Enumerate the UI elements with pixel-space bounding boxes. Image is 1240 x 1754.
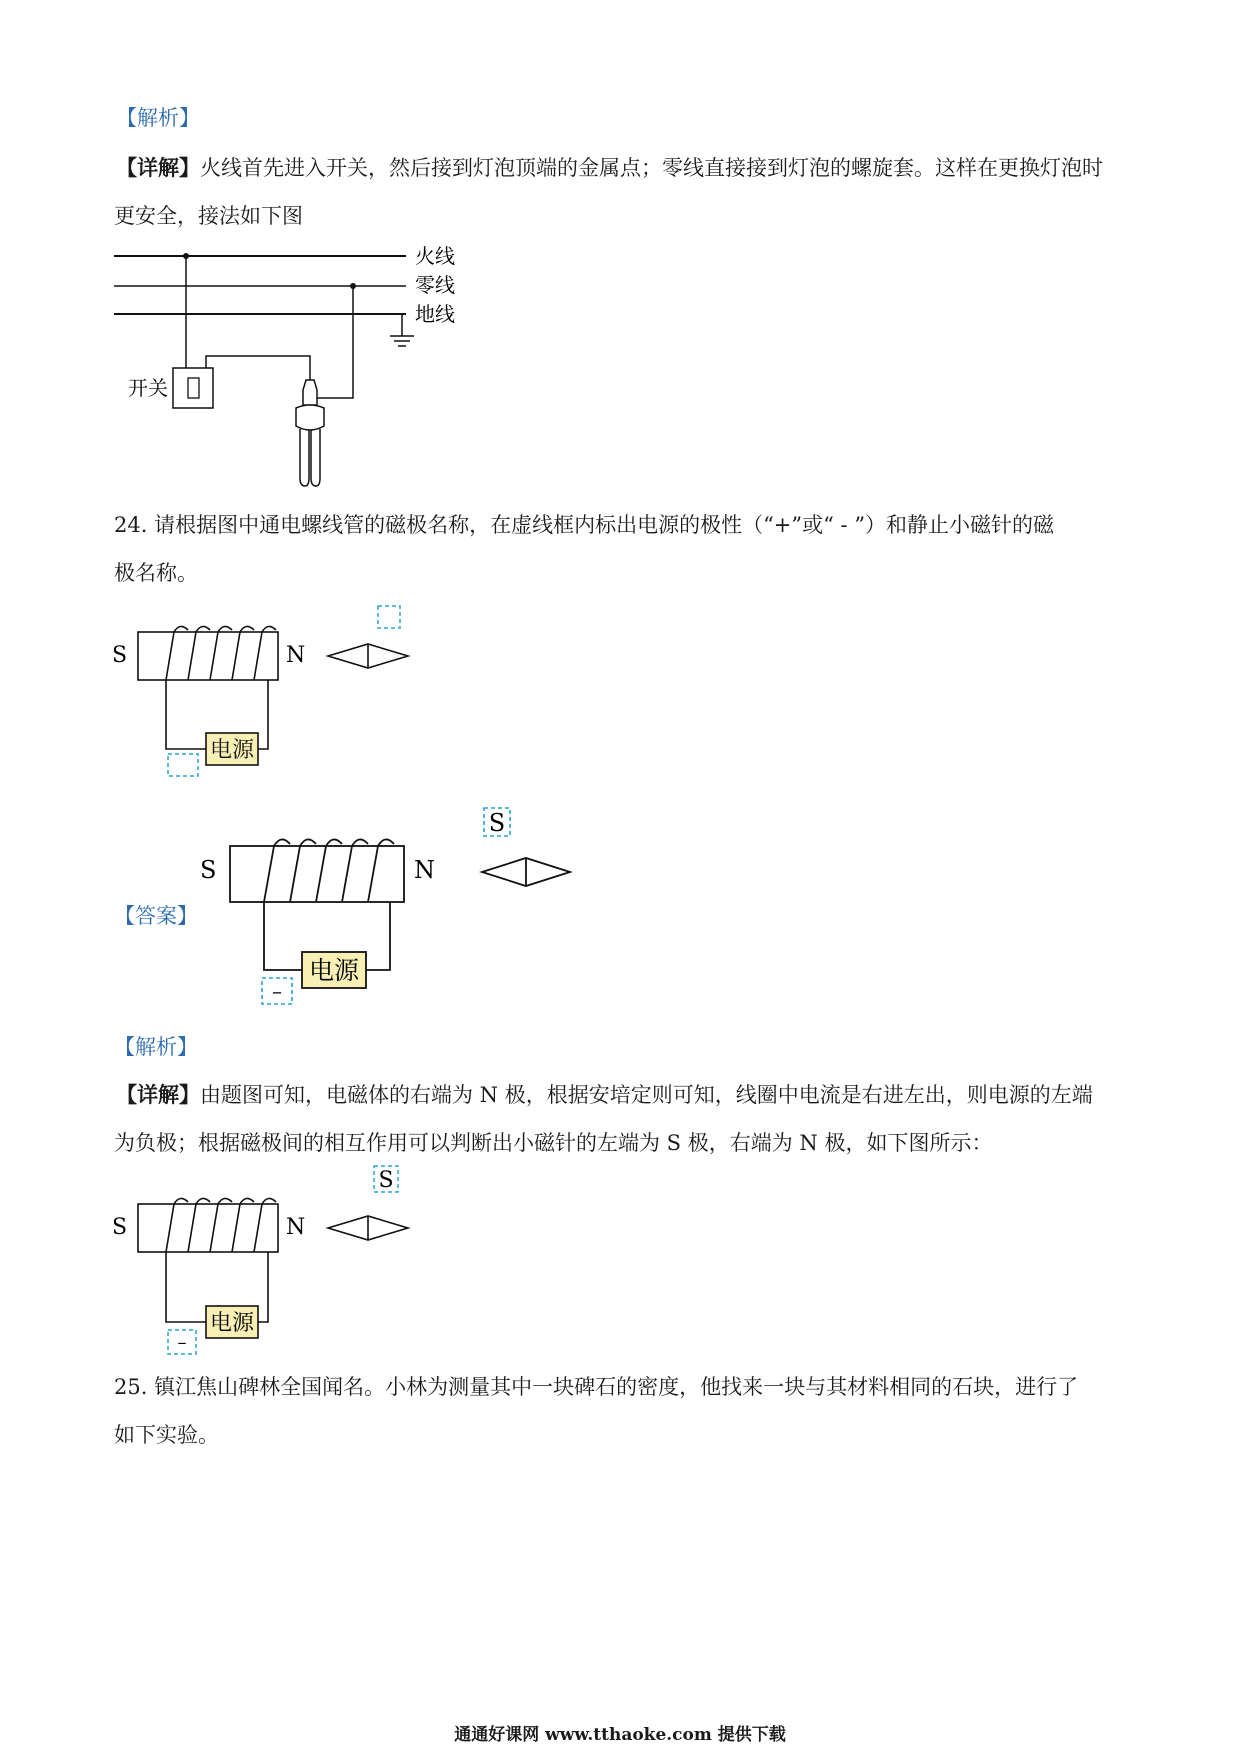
analysis-heading: 【解析】 [116, 106, 200, 130]
wiring-diagram [110, 240, 470, 500]
solenoid-core [138, 632, 278, 680]
solenoid-figure-question [108, 596, 468, 788]
answer-tag: 【答案】 [114, 904, 198, 928]
question25-line2: 如下实验。 [114, 1423, 219, 1447]
solution-power-label: 电源 [209, 1311, 255, 1336]
solution-left-pole: S [112, 1215, 128, 1240]
solution-needle-pole: S [378, 1168, 394, 1193]
detail-paragraph-line2: 更安全，接法如下图 [114, 204, 303, 228]
answer-detail-tag: 【详解】 [116, 1082, 200, 1107]
solenoid-right-pole: N [286, 643, 306, 668]
question24-line1: 24. 请根据图中通电螺线管的磁极名称，在虚线框内标出电源的极性（“+”或“ - ”）和静止小磁针的磁 [114, 513, 1055, 537]
ground-label: 地线 [415, 302, 455, 326]
solution-power-polarity: – [177, 1332, 187, 1353]
answer-detail-text: 由题图可知，电磁体的右端为 N 极，根据安培定则可知，线圈中电流是右进左出，则电源的左端 [200, 1083, 1093, 1107]
ground-symbol-icon [390, 314, 414, 346]
answer-right-pole: N [414, 856, 435, 884]
question24-line2: 极名称。 [114, 561, 198, 585]
solenoid-figure-solution [108, 1158, 468, 1358]
detail-paragraph-line1 [116, 152, 1103, 184]
answer-detail-line1 [116, 1079, 1093, 1111]
detail-text: 火线首先进入开关，然后接到灯泡顶端的金属点；零线直接接到灯泡的螺旋套。这样在更换灯泡时 [200, 156, 1103, 180]
power-source-label: 电源 [209, 738, 255, 763]
detail-tag: 【详解】 [116, 155, 200, 180]
solenoid-figure-answer [196, 800, 616, 1010]
neutral-label: 零线 [415, 273, 455, 297]
power-answer-box [168, 754, 198, 776]
switch-label: 开关 [128, 376, 168, 400]
needle-answer-box [378, 606, 400, 628]
answer-power-polarity: – [272, 979, 282, 1003]
answer-needle-pole: S [488, 809, 506, 837]
answer-detail-line2: 为负极；根据磁极间的相互作用可以判断出小磁针的左端为 S 极，右端为 N 极，如下图所示： [114, 1131, 993, 1155]
switch-icon [173, 368, 213, 408]
solution-right-pole: N [286, 1215, 306, 1240]
solenoid-left-pole: S [112, 643, 128, 668]
answer-left-pole: S [200, 856, 217, 884]
answer-analysis-heading: 【解析】 [114, 1035, 198, 1059]
light-bulb-icon [296, 380, 324, 486]
question25-line1: 25. 镇江焦山碑林全国闻名。小林为测量其中一块碑石的密度，他找来一块与其材料相同的石块，进行了 [114, 1375, 1079, 1399]
page-footer: 通通好课网 www.tthaoke.com 提供下载 [454, 1725, 786, 1745]
live-label: 火线 [415, 244, 455, 268]
answer-power-label: 电源 [308, 956, 360, 985]
